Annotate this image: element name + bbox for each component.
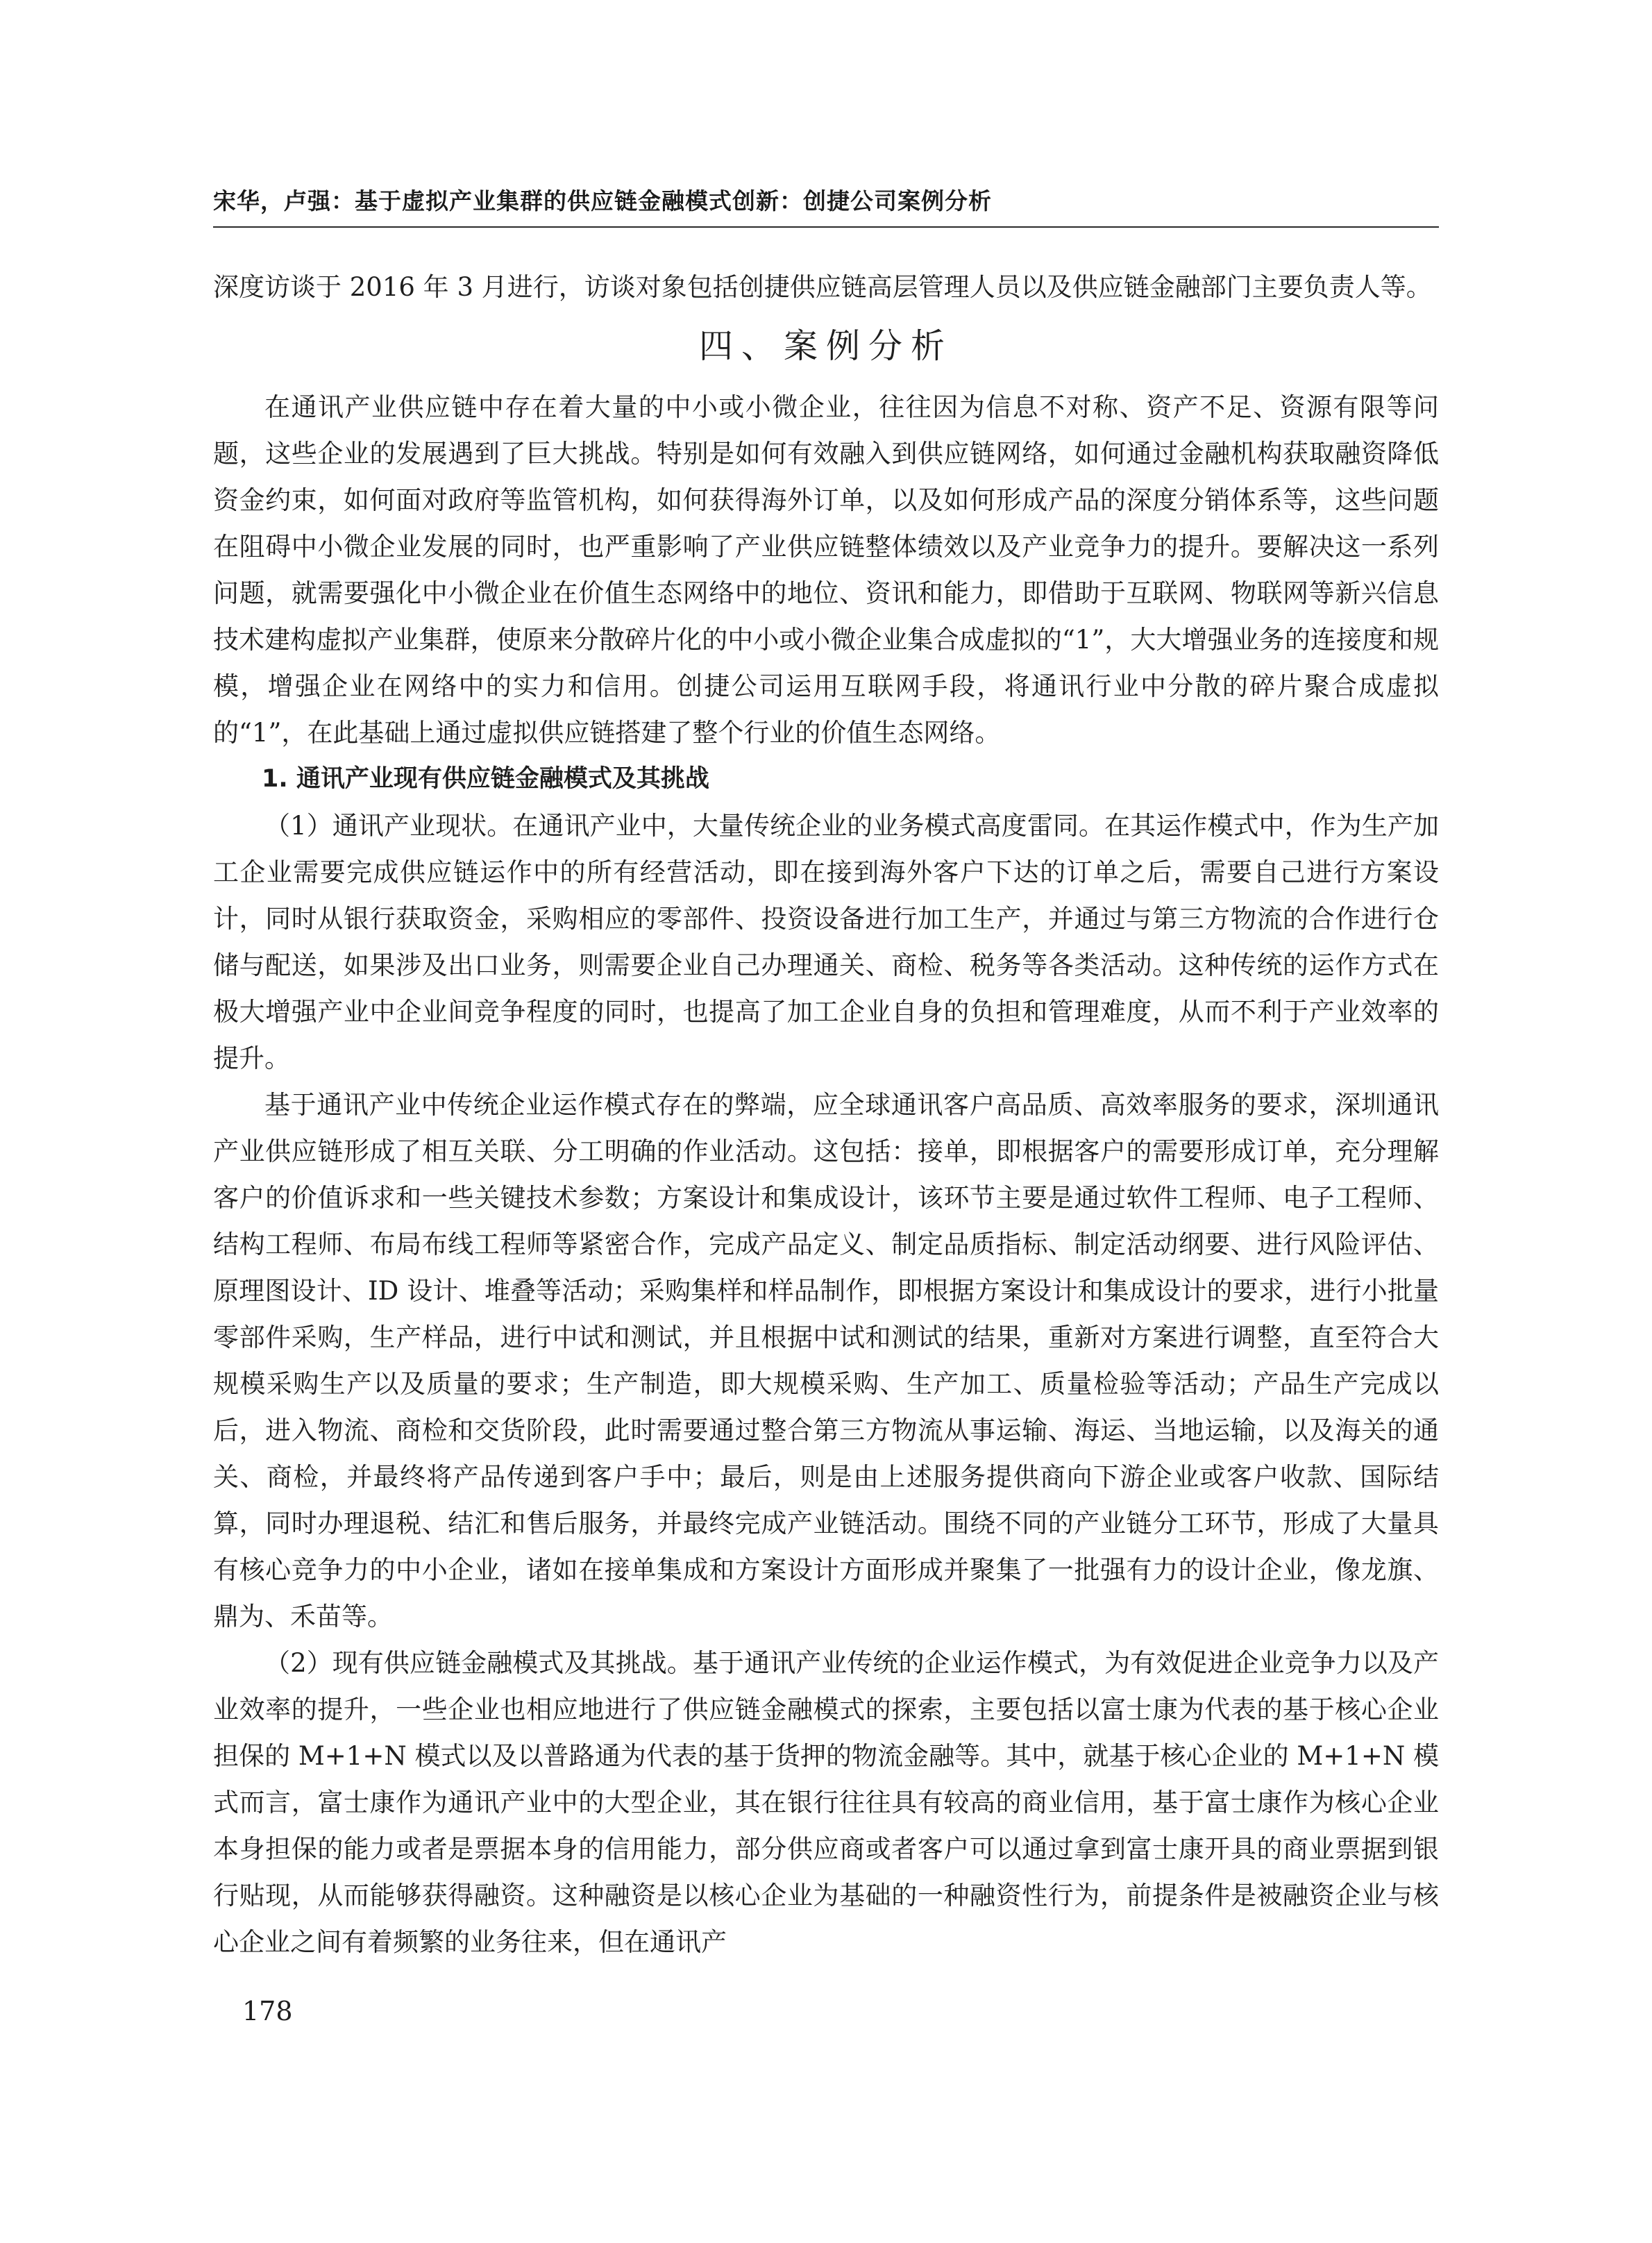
- paragraph-industry-status: （1）通讯产业现状。在通讯产业中，大量传统企业的业务模式高度雷同。在其运作模式中，作为生产加工企业需要完成供应链运作中的所有经营活动，即在接到海外客户下达的订单之后，需要自己进行方案设计，同时从银行获取资金，采购相应的零部件、投资设备进行加工生产，并通过与第三方物流的合作进行仓储与配送，如果涉及出口业务，则需要企业自己办理通关、商检、税务等各类活动。这种传统的运作方式在极大增强产业中企业间竞争程度的同时，也提高了加工企业自身的负担和管理难度，从而不利于产业效率的提升。: [213, 811, 1439, 1073]
- page-number: 178: [242, 1996, 293, 2026]
- paragraph-division-of-work: 基于通讯产业中传统企业运作模式存在的弊端，应全球通讯客户高品质、高效率服务的要求，深圳通讯产业供应链形成了相互关联、分工明确的作业活动。这包括：接单，即根据客户的需要形成订单，充分理解客户的价值诉求和一些关键技术参数；方案设计和集成设计，该环节主要是通过软件工程师、电子工程师、结构工程师、布局布线工程师等紧密合作，完成产品定义、制定品质指标、制定活动纲要、进行风险评估、原理图设计、ID 设计、堆叠等活动；采购集样和样品制作，即根据方案设计和集成设计的要求，进行小批量零部件采购，生产样品，进行中试和测试，并且根据中试和测试的结果，重新对方案进行调整，直至符合大规模采购生产以及质量的要求；生产制造，即大规模采购、生产加工、质量检验等活动；产品生产完成以后，进入物流、商检和交货阶段，此时需要通过整合第三方物流从事运输、海运、当地运输，以及海关的通关、商检，并最终将产品传递到客户手中；最后，则是由上述服务提供商向下游企业或客户收款、国际结算，同时办理退税、结汇和售后服务，并最终完成产业链活动。围绕不同的产业链分工环节，形成了大量具有核心竞争力的中小企业，诸如在接单集成和方案设计方面形成并聚集了一批强有力的设计企业，像龙旗、鼎为、禾苗等。: [213, 1090, 1439, 1631]
- running-head: 宋华，卢强：基于虚拟产业集群的供应链金融模式创新：创捷公司案例分析: [213, 187, 992, 215]
- paragraph-interview-note: 深度访谈于 2016 年 3 月进行，访谈对象包括创捷供应链高层管理人员以及供应链金融部门主要负责人等。: [213, 272, 1432, 302]
- paragraph-finance-models: （2）现有供应链金融模式及其挑战。基于通讯产业传统的企业运作模式，为有效促进企业竞争力以及产业效率的提升，一些企业也相应地进行了供应链金融模式的探索，主要包括以富士康为代表的基于核心企业担保的 M+1+N 模式以及以普路通为代表的基于货押的物流金融等。其中，就基于核心企业的 M+1+N 模式而言，富士康作为通讯产业中的大型企业，其在银行往往具有较高的商业信用，基于富士康作为核心企业本身担保的能力或者是票据本身的信用能力，部分供应商或者客户可以通过拿到富士康开具的商业票据到银行贴现，从而能够获得融资。这种融资是以核心企业为基础的一种融资性行为，前提条件是被融资企业与核心企业之间有着频繁的业务往来，但在通讯产: [213, 1648, 1439, 1957]
- paragraph-intro: 在通讯产业供应链中存在着大量的中小或小微企业，往往因为信息不对称、资产不足、资源有限等问题，这些企业的发展遇到了巨大挑战。特别是如何有效融入到供应链网络，如何通过金融机构获取融资降低资金约束，如何面对政府等监管机构，如何获得海外订单，以及如何形成产品的深度分销体系等，这些问题在阻碍中小微企业发展的同时，也严重影响了产业供应链整体绩效以及产业竞争力的提升。要解决这一系列问题，就需要强化中小微企业在价值生态网络中的地位、资讯和能力，即借助于互联网、物联网等新兴信息技术建构虚拟产业集群，使原来分散碎片化的中小或小微企业集合成虚拟的“1”，大大增强业务的连接度和规模，增强企业在网络中的实力和信用。创捷公司运用互联网手段，将通讯行业中分散的碎片聚合成虚拟的“1”，在此基础上通过虚拟供应链搭建了整个行业的价值生态网络。: [213, 392, 1439, 748]
- section-heading: 四、案例分析: [698, 326, 953, 366]
- header-rule: [213, 226, 1439, 228]
- subsection-heading: 1. 通讯产业现有供应链金融模式及其挑战: [262, 765, 709, 793]
- article-body: [213, 264, 1439, 1965]
